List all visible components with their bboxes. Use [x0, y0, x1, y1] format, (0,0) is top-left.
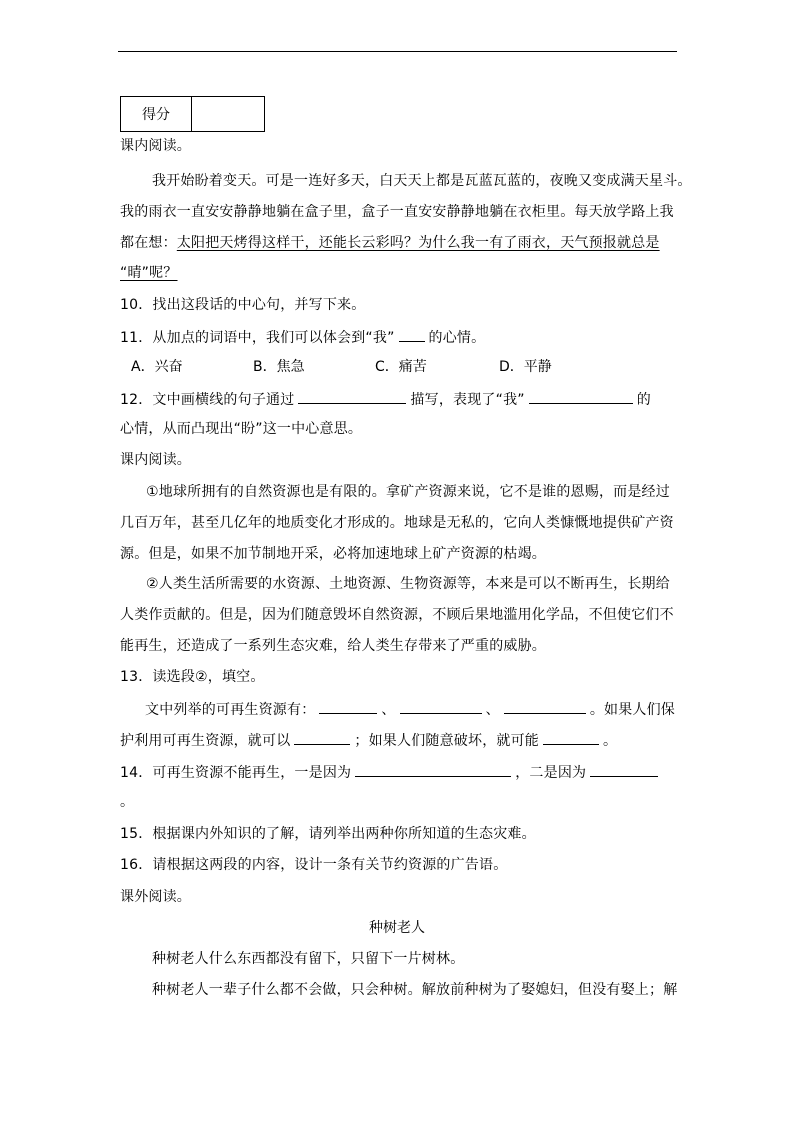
para1-line: 源。但是，如果不加节制地开采，必将加速地球上矿产资源的枯竭。: [120, 546, 546, 562]
passage1-text: 都在想：: [120, 235, 177, 251]
story-line: 种树老人什么东西都没有留下，只留下一片树林。: [152, 951, 465, 967]
story-line: 种树老人一辈子什么都不会做，只会种树。解放前种树为了娶媳妇，但没有娶上；解: [152, 982, 678, 998]
q11-options: [131, 358, 552, 376]
para2-line: 能再生，还造成了一系列生态灾难，给人类生存带来了严重的威胁。: [120, 638, 546, 654]
question-13: 13．读选段②，填空。: [120, 669, 265, 685]
q14-blank-2[interactable]: [590, 762, 658, 777]
q12-text-3: 的: [636, 392, 651, 408]
q13-blank-1[interactable]: [319, 699, 377, 714]
para2-line: 人类作贡献的。但是，因为们随意毁坏自然资源，不顾后果地滥用化学品，不但使它们不: [120, 607, 674, 623]
section-heading-extracurricular-reading: 课外阅读。: [120, 889, 191, 905]
q12-blank-2[interactable]: [529, 389, 633, 404]
q13-sep: 、: [485, 702, 500, 718]
passage1-line: [120, 234, 660, 252]
q11-text-before: 11．从加点的词语中，我们可以体会到“我”: [120, 330, 395, 346]
q14-text-b: ，二是因为: [515, 765, 587, 781]
section-heading-in-class-reading-2: 课内阅读。: [120, 452, 191, 468]
question-16: 16．请根据这两段的内容，设计一条有关节约资源的广告语。: [120, 857, 508, 873]
q13-text-d: 。: [603, 733, 618, 749]
question-15: 15．根据课内外知识的了解，请列举出两种你所知道的生态灾难。: [120, 826, 536, 842]
q11-text-after: 的心情。: [428, 330, 486, 346]
question-12: [120, 389, 651, 409]
q11-answer-blank[interactable]: [399, 327, 425, 342]
q12-text-1: 12．文中画横线的句子通过: [120, 392, 295, 408]
section-heading-in-class-reading-1: 课内阅读。: [120, 138, 191, 154]
q13-text-c: ；如果人们随意破坏，就可能: [354, 733, 540, 749]
option-d[interactable]: D．平静: [499, 359, 552, 375]
q14-text-a: 14．可再生资源不能再生，一是因为: [120, 765, 352, 781]
story-title: 种树老人: [369, 920, 425, 936]
q13-blank-5[interactable]: [543, 730, 599, 745]
option-a[interactable]: A．兴奋: [131, 359, 183, 375]
header-rule: [118, 51, 677, 52]
q12-line-2: 心情，从而凸现出“盼”这一中心意思。: [120, 421, 363, 437]
para2-line: ②人类生活所需要的水资源、土地资源、生物资源等，本来是可以不断再生，长期给: [146, 576, 670, 592]
score-table: [120, 96, 265, 132]
underlined-sentence: 太阳把天烤得这样干，还能长云彩吗？为什么我一有了雨衣，天气预报就总是: [176, 235, 660, 251]
option-c[interactable]: C．痛苦: [375, 359, 427, 375]
q13-text-b: 护利用可再生资源，就可以: [120, 733, 291, 749]
para1-line: 几百万年，甚至几亿年的地质变化才形成的。地球是无私的，它向人类慷慨地提供矿产资: [120, 515, 674, 531]
score-label: 得分: [121, 97, 192, 131]
q13-line-1: [145, 699, 675, 719]
q13-sep: 、: [381, 702, 396, 718]
underlined-sentence-end: “晴”呢？: [120, 265, 178, 281]
q13-text-end: 。如果人们保: [589, 702, 676, 718]
q13-blank-2[interactable]: [400, 699, 482, 714]
q13-blank-4[interactable]: [294, 730, 350, 745]
para1-line: ①地球所拥有的自然资源也是有限的。拿矿产资源来说，它不是谁的恩赐，而是经过: [146, 484, 670, 500]
q13-blank-3[interactable]: [504, 699, 586, 714]
q14-end: 。: [120, 794, 135, 810]
q14-blank-1[interactable]: [355, 762, 511, 777]
question-11: [120, 327, 485, 347]
q13-line-2: [120, 730, 617, 750]
option-b[interactable]: B．焦急: [253, 359, 305, 375]
q12-blank-1[interactable]: [298, 389, 406, 404]
passage1-line: 我的雨衣一直安安静静地躺在盒子里，盒子一直安安静静地躺在衣柜里。每天放学路上我: [120, 204, 674, 220]
q12-text-2: 描写，表现了“我”: [410, 392, 525, 408]
question-14: [120, 762, 662, 782]
passage1-line: 我开始盼着变天。可是一连好多天，白天天上都是瓦蓝瓦蓝的，夜晚又变成满天星斗。: [152, 173, 692, 189]
question-10: 10．找出这段话的中心句，并写下来。: [120, 297, 366, 313]
score-value-cell[interactable]: [192, 97, 264, 131]
q13-text-a: 文中列举的可再生资源有：: [145, 702, 316, 718]
